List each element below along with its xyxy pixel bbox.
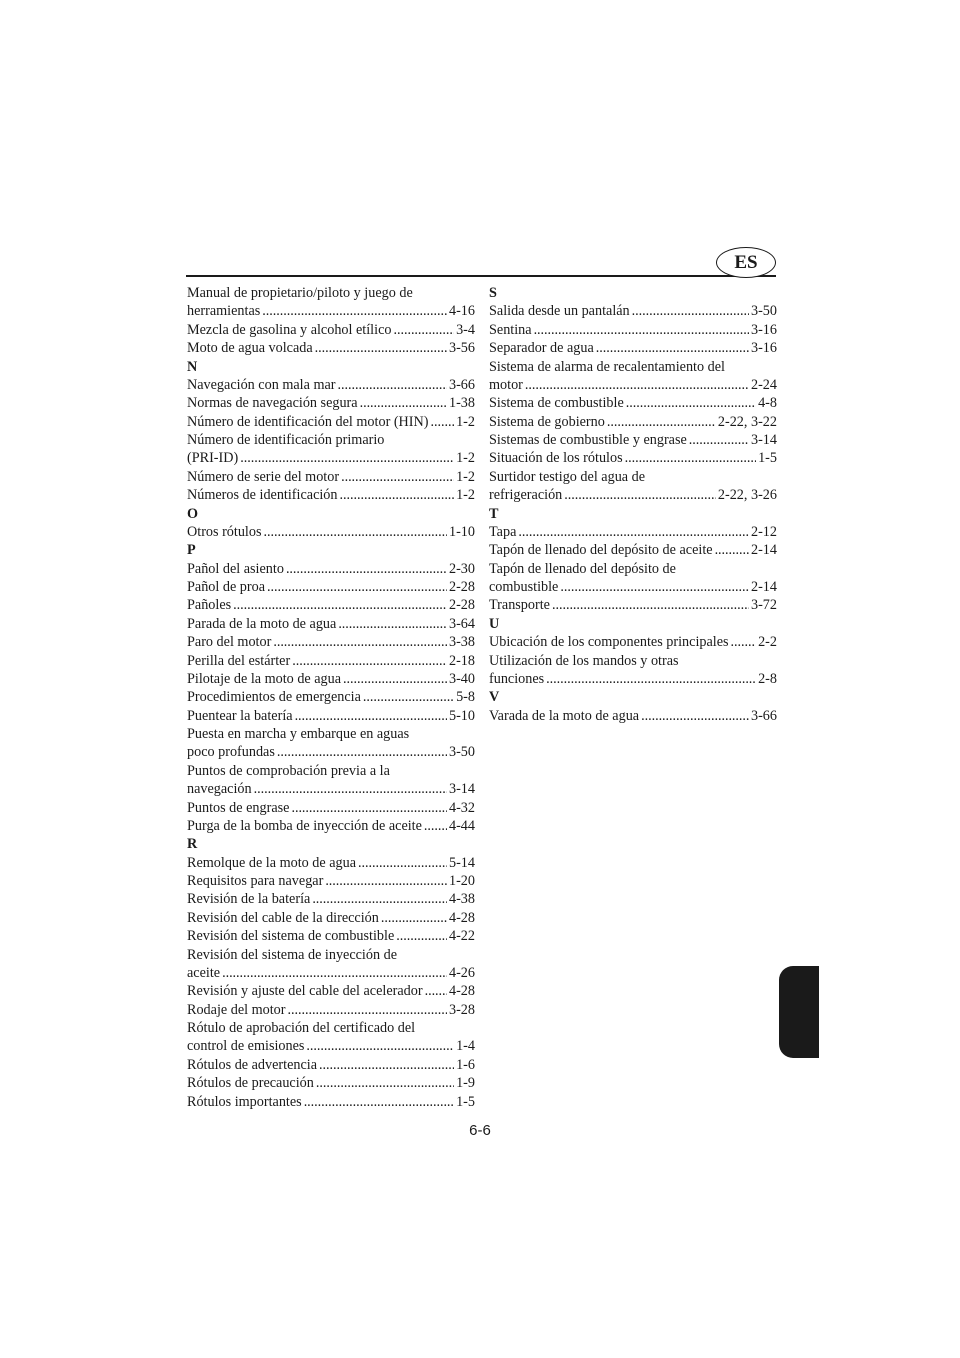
- index-entry: [489, 596, 777, 614]
- index-entry-text: Rótulos importantes: [187, 1093, 302, 1110]
- index-letter-heading: O: [187, 505, 199, 522]
- index-entry-text: Manual de propietario/piloto y juego de: [187, 285, 413, 301]
- index-entry-text: Separador de agua: [489, 340, 594, 357]
- index-entry-text: Ubicación de los componentes principales: [489, 634, 729, 651]
- index-entry: [187, 523, 475, 541]
- index-entry: [489, 633, 777, 651]
- index-entry-page: 3-72: [750, 597, 777, 614]
- index-entry-page: 2-28: [448, 579, 475, 595]
- index-entry-text: Utilización de los mandos y otras: [489, 652, 679, 669]
- index-letter-heading: R: [187, 836, 198, 853]
- dot-leader: [381, 909, 447, 927]
- index-entry-text: Paro del motor: [187, 634, 272, 651]
- index-entry-page: 1-5: [758, 450, 777, 467]
- index-entry-page: 2-14: [750, 579, 777, 595]
- index-letter-heading: N: [187, 358, 198, 375]
- index-entry-page: 5-8: [456, 689, 475, 706]
- dot-leader: [233, 596, 447, 614]
- index-entry: [187, 909, 475, 927]
- index-entry-text: Purga de la bomba de inyección de aceite: [187, 817, 422, 834]
- index-entry-page: 1-5: [456, 1093, 475, 1110]
- index-entry: [187, 302, 475, 320]
- index-entry-text: Pañol del asiento: [187, 560, 284, 577]
- dot-leader: [286, 560, 447, 578]
- dot-leader: [596, 339, 749, 357]
- index-entry: [187, 743, 475, 761]
- index-entry-page: 1-2: [456, 487, 475, 504]
- index-entry-text: Mezcla de gasolina y alcohol etílico: [187, 321, 392, 338]
- index-entry-text: Puentear la batería: [187, 707, 293, 724]
- index-letter-heading: S: [489, 285, 497, 301]
- index-entry-text: Perilla del estárter: [187, 652, 291, 669]
- index-entry-text: Pilotaje de la moto de agua: [187, 670, 342, 687]
- index-entry: [489, 541, 777, 559]
- index-entry: [489, 376, 777, 394]
- index-entry-page: 4-28: [448, 909, 475, 926]
- index-entry-page: 1-2: [456, 450, 475, 467]
- index-entry: [187, 1037, 475, 1055]
- dot-leader: [689, 431, 749, 449]
- index-entry-page: 3-38: [448, 634, 475, 651]
- dot-leader: [291, 799, 447, 817]
- dot-leader: [560, 578, 749, 596]
- dot-leader: [564, 486, 716, 504]
- language-badge: [716, 247, 776, 278]
- index-entry-text: Tapa: [489, 523, 517, 540]
- index-entry-text: navegación: [187, 781, 252, 798]
- index-entry-text: Rodaje del motor: [187, 1001, 286, 1018]
- index-entry-text: Remolque de la moto de agua: [187, 854, 357, 871]
- index-entry: [187, 872, 475, 890]
- dot-leader: [312, 890, 447, 908]
- index-entry-text: Situación de los rótulos: [489, 450, 623, 467]
- dot-leader: [552, 596, 749, 614]
- index-entry: [187, 560, 475, 578]
- index-entry-text: Número de serie del motor: [187, 468, 340, 485]
- index-entry: [489, 413, 777, 431]
- index-entry: [187, 321, 475, 339]
- index-entry-page: 4-8: [758, 395, 777, 412]
- index-entry-page: 2-28: [448, 597, 475, 614]
- index-entry: [187, 707, 475, 725]
- index-entry: [187, 1056, 475, 1074]
- index-entry-text: Números de identificación: [187, 487, 338, 504]
- index-entry-page: 3-50: [448, 744, 475, 761]
- dot-leader: [295, 707, 447, 725]
- index-entry-text: Transporte: [489, 597, 550, 614]
- index-entry-page: 3-16: [750, 321, 777, 338]
- index-entry: [489, 670, 777, 688]
- index-entry-page: 2-22, 3-22: [717, 413, 777, 430]
- index-entry-text: Moto de agua volcada: [187, 340, 313, 357]
- index-entry-page: 4-26: [448, 964, 475, 981]
- index-entry-page: 3-40: [448, 670, 475, 687]
- index-entry: [187, 1074, 475, 1092]
- index-entry-page: 3-64: [448, 615, 475, 632]
- index-entry-page: 4-22: [448, 928, 475, 945]
- index-entry-page: 2-8: [758, 670, 777, 687]
- dot-leader: [316, 1074, 454, 1092]
- dot-leader: [607, 413, 716, 431]
- index-entry-text: Otros rótulos: [187, 523, 262, 540]
- index-entry: [187, 799, 475, 817]
- index-entry-text: Sistema de alarma de recalentamiento del: [489, 358, 725, 375]
- index-entry-text: Revisión y ajuste del cable del acelerador: [187, 983, 423, 1000]
- index-entry-text: Rótulo de aprobación del certificado del: [187, 1020, 416, 1036]
- index-entry-page: 5-10: [448, 707, 475, 724]
- index-entry-page: 1-10: [448, 523, 475, 540]
- index-entry-page: 3-14: [750, 432, 777, 448]
- index-entry: [489, 449, 777, 467]
- header-rule: [186, 275, 776, 277]
- index-entry: [489, 321, 777, 339]
- index-entry: [489, 486, 777, 504]
- dot-leader: [626, 394, 756, 412]
- index-entry-page: 2-14: [750, 542, 777, 559]
- index-letter-heading: V: [489, 689, 500, 706]
- index-entry: [489, 302, 777, 320]
- index-entry-text: Número de identificación primario: [187, 432, 385, 448]
- page-number: 6-6: [469, 1122, 491, 1139]
- index-entry-text: Puntos de comprobación previa a la: [187, 762, 390, 779]
- index-entry-page: 3-16: [750, 340, 777, 357]
- index-entry-text: poco profundas: [187, 744, 275, 761]
- index-entry-text: Parada de la moto de agua: [187, 615, 337, 632]
- index-entry: [187, 394, 475, 412]
- index-entry-text: Puesta en marcha y embarque en aguas: [187, 726, 410, 742]
- index-entry-page: 1-9: [456, 1075, 475, 1092]
- dot-leader: [277, 743, 447, 761]
- index-entry: [489, 394, 777, 412]
- index-entry: [187, 780, 475, 798]
- index-entry: [187, 596, 475, 614]
- index-entry: [187, 486, 475, 504]
- dot-leader: [424, 817, 447, 835]
- index-entry-text: Tapón de llenado del depósito de aceite: [489, 542, 713, 559]
- dot-leader: [254, 780, 447, 798]
- index-entry-page: 3-14: [448, 781, 475, 798]
- dot-leader: [292, 652, 447, 670]
- index-entry-page: 1-6: [456, 1056, 475, 1073]
- index-entry: [489, 523, 777, 541]
- dot-leader: [273, 633, 447, 651]
- dot-leader: [341, 468, 454, 486]
- dot-leader: [715, 541, 749, 559]
- index-entry-text: Rótulos de precaución: [187, 1075, 314, 1092]
- index-entry-page: 5-14: [448, 854, 475, 871]
- index-entry-page: 2-22, 3-26: [717, 487, 777, 504]
- index-entry-text: Sistema de gobierno: [489, 413, 605, 430]
- index-entry: [187, 339, 475, 357]
- index-entry-page: 4-38: [448, 891, 475, 908]
- index-entry-page: 2-24: [750, 376, 777, 393]
- index-entry-text: Revisión del sistema de inyección de: [187, 946, 397, 963]
- dot-leader: [306, 1037, 454, 1055]
- index-entry-text: Revisión de la batería: [187, 891, 311, 908]
- index-entry: [187, 578, 475, 596]
- dot-leader: [363, 688, 454, 706]
- index-entry-text: herramientas: [187, 303, 261, 320]
- dot-leader: [393, 321, 454, 339]
- index-entry: [187, 854, 475, 872]
- index-entry-page: 1-2: [456, 468, 475, 485]
- index-letter-heading: P: [187, 542, 196, 559]
- index-entry: [187, 1001, 475, 1019]
- dot-leader: [222, 964, 447, 982]
- index-entry-page: 3-50: [750, 303, 777, 320]
- index-entry-page: 3-66: [750, 707, 777, 724]
- index-entry-text: Puntos de engrase: [187, 799, 290, 816]
- index-entry-text: Sentina: [489, 321, 532, 338]
- dot-leader: [325, 872, 447, 890]
- dot-leader: [425, 982, 447, 1000]
- dot-leader: [288, 1001, 447, 1019]
- index-entry-text: control de emisiones: [187, 1038, 305, 1055]
- dot-leader: [343, 670, 447, 688]
- index-entry-text: Revisión del sistema de combustible: [187, 928, 395, 945]
- dot-leader: [518, 523, 749, 541]
- index-entry-text: motor: [489, 376, 523, 393]
- index-entry-text: Tapón de llenado del depósito de: [489, 560, 676, 577]
- dot-leader: [240, 449, 454, 467]
- index-entry-page: 4-32: [448, 799, 475, 816]
- index-entry-text: Requisitos para navegar: [187, 873, 324, 889]
- dot-leader: [632, 302, 749, 320]
- index-entry-page: 1-38: [448, 395, 475, 412]
- dot-leader: [360, 394, 447, 412]
- index-entry: [187, 633, 475, 651]
- index-entry: [187, 982, 475, 1000]
- index-entry-page: 3-56: [448, 340, 475, 357]
- index-entry: [187, 964, 475, 982]
- dot-leader: [525, 376, 749, 394]
- index-entry-page: 4-28: [448, 983, 475, 1000]
- dot-leader: [304, 1093, 454, 1111]
- index-entry: [187, 1093, 475, 1111]
- index-entry-page: 3-4: [456, 321, 475, 338]
- index-entry-page: 4-16: [448, 303, 475, 320]
- index-entry-page: 4-44: [448, 817, 475, 834]
- index-entry: [187, 468, 475, 486]
- index-entry-page: 3-28: [448, 1001, 475, 1018]
- index-entry: [187, 927, 475, 945]
- index-column-left: [187, 284, 475, 1111]
- index-entry-text: Número de identificación del motor (HIN): [187, 413, 429, 430]
- index-letter-heading: U: [489, 615, 500, 632]
- index-entry-page: 1-2: [456, 413, 475, 430]
- index-entry-text: funciones: [489, 670, 545, 687]
- dot-leader: [340, 486, 455, 504]
- index-entry: [187, 890, 475, 908]
- index-entry-page: 2-18: [448, 652, 475, 669]
- index-entry-page: 1-20: [448, 873, 475, 889]
- dot-leader: [338, 615, 447, 633]
- index-entry: [489, 339, 777, 357]
- index-entry-text: Salida desde un pantalán: [489, 303, 630, 320]
- index-entry: [187, 615, 475, 633]
- index-entry: [187, 449, 475, 467]
- dot-leader: [641, 707, 749, 725]
- index-entry-text: Pañoles: [187, 597, 232, 614]
- index-entry-text: Procedimientos de emergencia: [187, 689, 361, 706]
- index-entry-text: aceite: [187, 964, 221, 981]
- dot-leader: [625, 449, 756, 467]
- index-entry-text: refrigeración: [489, 487, 563, 504]
- index-entry-text: Revisión del cable de la dirección: [187, 909, 379, 926]
- dot-leader: [534, 321, 749, 339]
- index-entry-page: 2-2: [758, 634, 777, 651]
- chapter-tab: [779, 966, 819, 1058]
- dot-leader: [263, 523, 447, 541]
- index-entry-text: (PRI-ID): [187, 450, 239, 467]
- index-entry-text: Rótulos de advertencia: [187, 1056, 318, 1073]
- index-entry-page: 3-66: [448, 376, 475, 393]
- dot-leader: [315, 339, 447, 357]
- index-entry-page: 1-4: [456, 1038, 475, 1055]
- index-entry-text: Normas de navegación segura: [187, 395, 358, 412]
- index-entry-text: Pañol de proa: [187, 579, 266, 595]
- language-code: ES: [734, 251, 758, 273]
- index-entry: [187, 376, 475, 394]
- index-entry-text: combustible: [489, 579, 559, 595]
- index-entry: [489, 707, 777, 725]
- index-entry: [489, 578, 777, 596]
- dot-leader: [338, 376, 447, 394]
- index-entry-page: 2-12: [750, 523, 777, 540]
- index-entry: [187, 413, 475, 431]
- index-entry: [489, 431, 777, 449]
- dot-leader: [431, 413, 455, 431]
- index-entry-text: Surtidor testigo del agua de: [489, 468, 646, 485]
- dot-leader: [731, 633, 757, 651]
- dot-leader: [546, 670, 756, 688]
- dot-leader: [262, 302, 447, 320]
- dot-leader: [358, 854, 447, 872]
- index-entry-text: Navegación con mala mar: [187, 376, 336, 393]
- index-entry: [187, 817, 475, 835]
- dot-leader: [319, 1056, 454, 1074]
- index-entry-page: 2-30: [448, 560, 475, 577]
- index-entry: [187, 652, 475, 670]
- index-column-right: [489, 284, 777, 725]
- dot-leader: [396, 927, 447, 945]
- index-entry: [187, 688, 475, 706]
- dot-leader: [267, 578, 447, 596]
- index-entry-text: Varada de la moto de agua: [489, 707, 640, 724]
- index-entry-text: Sistemas de combustible y engrase: [489, 432, 687, 448]
- index-letter-heading: T: [489, 505, 499, 522]
- index-entry-text: Sistema de combustible: [489, 395, 624, 412]
- index-entry: [187, 670, 475, 688]
